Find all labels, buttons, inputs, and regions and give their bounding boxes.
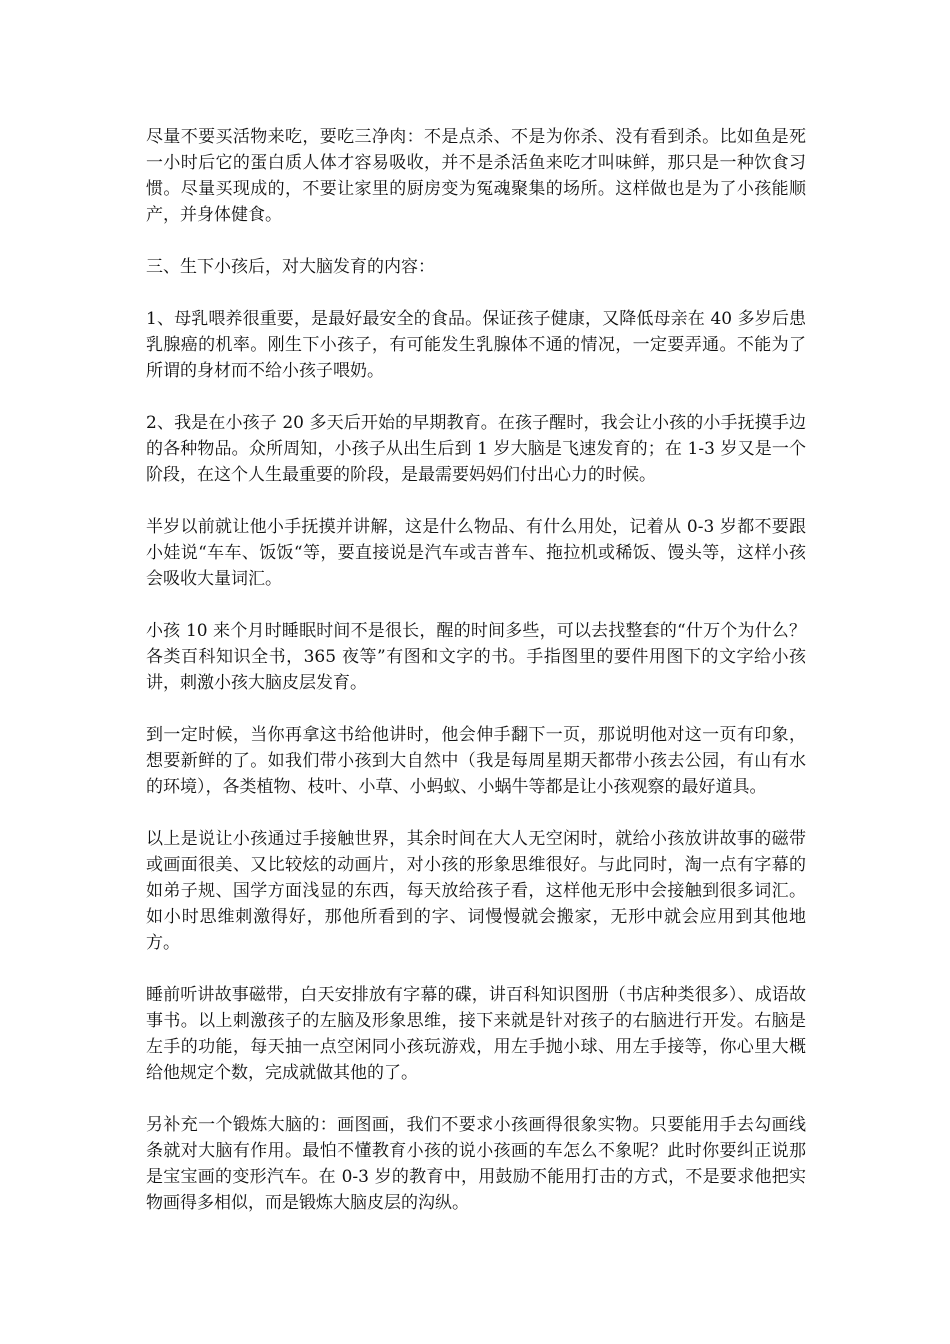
paragraph-vocabulary: 半岁以前就让他小手抚摸并讲解，这是什么物品、有什么用处，记着从 0-3 岁都不要跟小娃说“车车、饭饭“等，要直接说是汽车或吉普车、拖拉机或稀饭、馒头等，这样小孩会吸收大量词汇。 bbox=[146, 517, 806, 589]
section-heading-after-birth: 三、生下小孩后，对大脑发育的内容： bbox=[146, 257, 435, 277]
paragraph-left-right-brain: 睡前听讲故事磁带，白天安排放有字幕的碟，讲百科知识图册（书店种类很多）、成语故事书。以上刺激孩子的左脑及形象思维，接下来就是针对孩子的右脑进行开发。右脑是左手的功能，每天抽一点空闲同小孩玩游戏，用左手抛小球、用左手接等，你心里大概给他规定个数，完成就做其他的了。 bbox=[146, 985, 806, 1083]
paragraph-breastfeeding: 1、母乳喂养很重要，是最好最安全的食品。保证孩子健康，又降低母亲在 40 多岁后患乳腺癌的机率。刚生下小孩子，有可能发生乳腺体不通的情况，一定要弄通。不能为了所谓的身材而不给小孩子喂奶。 bbox=[146, 309, 806, 381]
document-body bbox=[146, 124, 806, 1216]
paragraph-stories-animation: 以上是说让小孩通过手接触世界，其余时间在大人无空闲时，就给小孩放讲故事的磁带或画面很美、又比较炫的动画片，对小孩的形象思维很好。与此同时，淘一点有字幕的如弟子规、国学方面浅显的东西，每天放给孩子看，这样他无形中会接触到很多词汇。如小时思维刺激得好，那他所看到的字、词慢慢就会搬家，无形中就会应用到其他地方。 bbox=[146, 829, 806, 953]
paragraph-diet-advice: 尽量不要买活物来吃，要吃三净肉：不是点杀、不是为你杀、没有看到杀。比如鱼是死一小时后它的蛋白质人体才容易吸收，并不是杀活鱼来吃才叫味鲜，那只是一种饮食习惯。尽量买现成的，不要让家里的厨房变为冤魂聚集的场所。这样做也是为了小孩能顺产，并身体健食。 bbox=[146, 127, 806, 225]
paragraph-picture-books: 小孩 10 来个月时睡眠时间不是很长，醒的时间多些，可以去找整套的“什万个为什么？各类百科知识全书，365 夜等”有图和文字的书。手指图里的要件用图下的文字给小孩讲，刺激小孩大脑皮层发育。 bbox=[146, 621, 806, 693]
paragraph-early-education: 2、我是在小孩子 20 多天后开始的早期教育。在孩子醒时，我会让小孩的小手抚摸手边的各种物品。众所周知，小孩子从出生后到 1 岁大脑是飞速发育的；在 1-3 岁又是一个阶段，在这个人生最重要的阶段，是最需要妈妈们付出心力的时候。 bbox=[146, 413, 806, 485]
paragraph-nature: 到一定时候，当你再拿这书给他讲时，他会伸手翻下一页，那说明他对这一页有印象，想要新鲜的了。如我们带小孩到大自然中（我是每周星期天都带小孩去公园，有山有水的环境），各类植物、枝叶、小草、小蚂蚁、小蜗牛等都是让小孩观察的最好道具。 bbox=[146, 725, 806, 797]
paragraph-drawing: 另补充一个锻炼大脑的：画图画，我们不要求小孩画得很象实物。只要能用手去勾画线条就对大脑有作用。最怕不懂教育小孩的说小孩画的车怎么不象呢？此时你要纠正说那是宝宝画的变形汽车。在 0-3 岁的教育中，用鼓励不能用打击的方式，不是要求他把实物画得多相似，而是锻炼大脑皮层的沟纵。 bbox=[146, 1115, 806, 1213]
